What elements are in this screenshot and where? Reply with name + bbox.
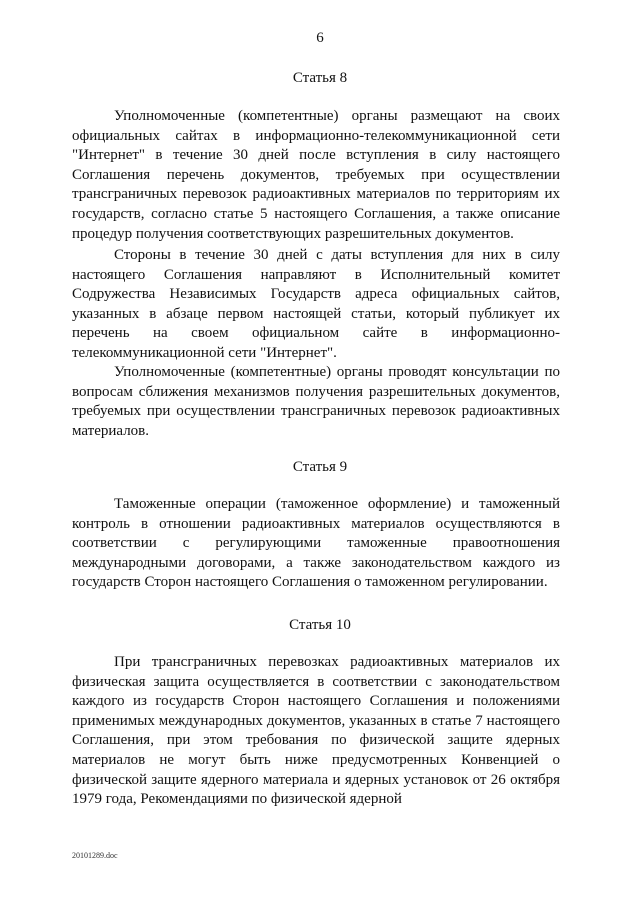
article-9-heading: Статья 9 bbox=[292, 459, 348, 475]
article-10-paragraph-1: При трансграничных перевозках радиоактивных материалов их физическая защита осуществляется в соответствии с законодательством каждого из государств Сторон настоящего Соглашения и положениями применимых международных документов, указанных в статье 7 настоящего Соглашения, при этом требования по физической защите ядерных материалов не могут быть ниже предусмотренных Конвенцией о физической защите ядерного материала и ядерных установок от 26 октября 1979 года, Рекомендациями по физической ядерной bbox=[72, 654, 560, 808]
page-number: 6 bbox=[316, 30, 324, 46]
article-8-paragraph-1: Уполномоченные (компетентные) органы размещают на своих официальных сайтах в информационно-телекоммуникационной сети "Интернет" в течение 30 дней после вступления в силу настоящего Соглашения перечень документов, требуемых при осуществлении трансграничных перевозок радиоактивных материалов по территориям их государств, согласно статье 5 настоящего Соглашения, а также описание процедур получения соответствующих разрешительных документов. bbox=[72, 108, 560, 242]
article-8-paragraph-3: Уполномоченные (компетентные) органы проводят консультации по вопросам сближения механизмов получения разрешительных документов, требуемых при осуществлении трансграничных перевозок радиоактивных материалов. bbox=[72, 364, 560, 439]
article-8-paragraph-2: Стороны в течение 30 дней с даты вступления для них в силу настоящего Соглашения направляют в Исполнительный комитет Содружества Независимых Государств адреса официальных сайтов, указанных в абзаце первом настоящей статьи, который публикует их перечень на своем официальном сайте в информационно-телекоммуникационной сети "Интернет". bbox=[72, 247, 560, 361]
article-8-heading: Статья 8 bbox=[292, 70, 348, 86]
article-10-heading: Статья 10 bbox=[289, 617, 351, 633]
article-9-paragraph-1: Таможенные операции (таможенное оформление) и таможенный контроль в отношении радиоактивных материалов осуществляются в соответствии с регулирующими таможенные правоотношения международными договорами, а также законодательством каждого из государств Сторон настоящего Соглашения о таможенном регулировании. bbox=[72, 496, 560, 591]
file-name-footer: 20101289.doc bbox=[72, 851, 118, 860]
